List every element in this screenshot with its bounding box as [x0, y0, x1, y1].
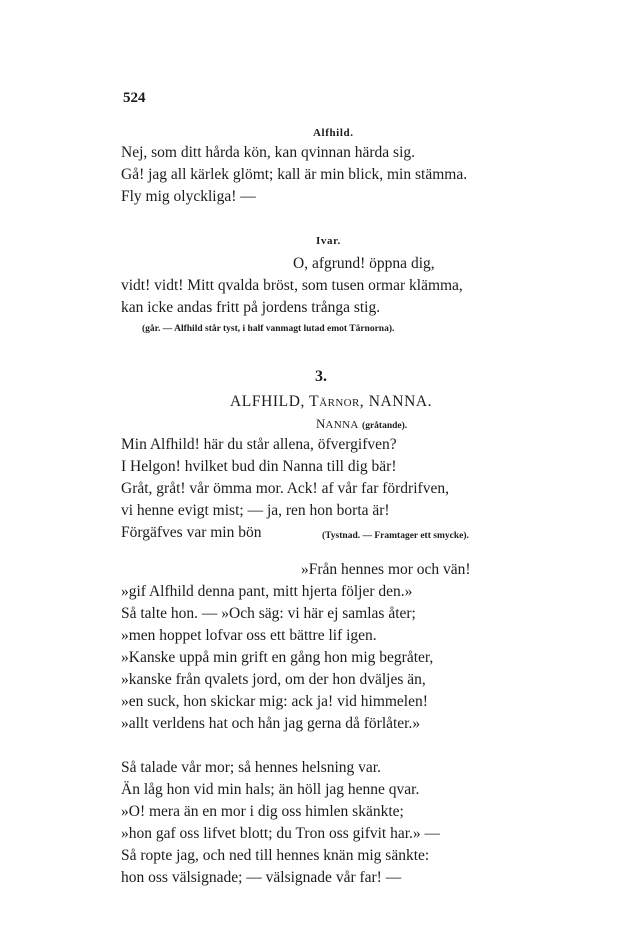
- verse-line: »en suck, hon skickar mig: ack ja! vid himmelen!: [121, 693, 428, 710]
- stage-direction: (går. — Alfhild står tyst, i half vanmagt lutad emot Tärnorna).: [142, 324, 395, 334]
- verse-line: »Kanske uppå min grift en gång hon mig begråter,: [121, 649, 434, 666]
- speaker-ivar: Ivar.: [316, 235, 341, 247]
- speaker-nanna: NANNA (gråtande).: [316, 416, 408, 431]
- verse-line: vi henne evigt mist; — ja, ren hon borta är!: [121, 502, 390, 519]
- verse-line: Fly mig olyckliga! —: [121, 188, 256, 205]
- verse-line: I Helgon! hvilket bud din Nanna till dig bär!: [121, 458, 397, 475]
- verse-line: »Från hennes mor och vän!: [301, 561, 471, 578]
- speaker-alfhild: Alfhild.: [313, 127, 354, 139]
- verse-line: »hon gaf oss lifvet blott; du Tron oss gifvit har.» —: [121, 825, 441, 842]
- scene-number: 3.: [315, 368, 327, 385]
- verse-line: Så talade vår mor; så hennes helsning var.: [121, 759, 381, 776]
- verse-line: »kanske från qvalets jord, om der hon dväljes än,: [121, 671, 426, 688]
- verse-line: O, afgrund! öppna dig,: [293, 255, 435, 272]
- verse-line: Min Alfhild! här du står allena, öfvergifven?: [121, 436, 397, 453]
- verse-line: Gråt, gråt! vår ömma mor. Ack! af vår far fördrifven,: [121, 480, 449, 497]
- verse-line: Så ropte jag, och ned till hennes knän mig sänkte:: [121, 847, 430, 864]
- page-number: 524: [123, 90, 146, 106]
- verse-line: vidt! vidt! Mitt qvalda bröst, som tusen ormar klämma,: [121, 277, 463, 294]
- verse-line: Gå! jag all kärlek glömt; kall är min blick, min stämma.: [121, 166, 468, 183]
- verse-line: »allt verldens hat och hån jag gerna då förlåter.»: [121, 715, 421, 732]
- verse-line: Nej, som ditt hårda kön, kan qvinnan härda sig.: [121, 144, 416, 161]
- verse-line: »men hoppet lofvar oss ett bättre lif igen.: [121, 627, 377, 644]
- stage-direction: (Tystnad. — Framtager ett smycke).: [322, 531, 469, 541]
- verse-line: Så talte hon. — »Och säg: vi här ej samlas åter;: [121, 605, 416, 622]
- verse-line: kan icke andas fritt på jordens trånga stig.: [121, 299, 381, 316]
- verse-line: »gif Alfhild denna pant, mitt hjerta följer den.»: [121, 583, 413, 600]
- verse-line: »O! mera än en mor i dig oss himlen skänkte;: [121, 803, 404, 820]
- scene-heading: ALFHILD, TÄRNOR, NANNA.: [230, 393, 433, 410]
- verse-line: Förgäfves var min bön: [121, 524, 262, 541]
- verse-line: hon oss välsignade; — välsignade vår far! —: [121, 869, 402, 886]
- verse-line: Än låg hon vid min hals; än höll jag henne qvar.: [121, 781, 420, 798]
